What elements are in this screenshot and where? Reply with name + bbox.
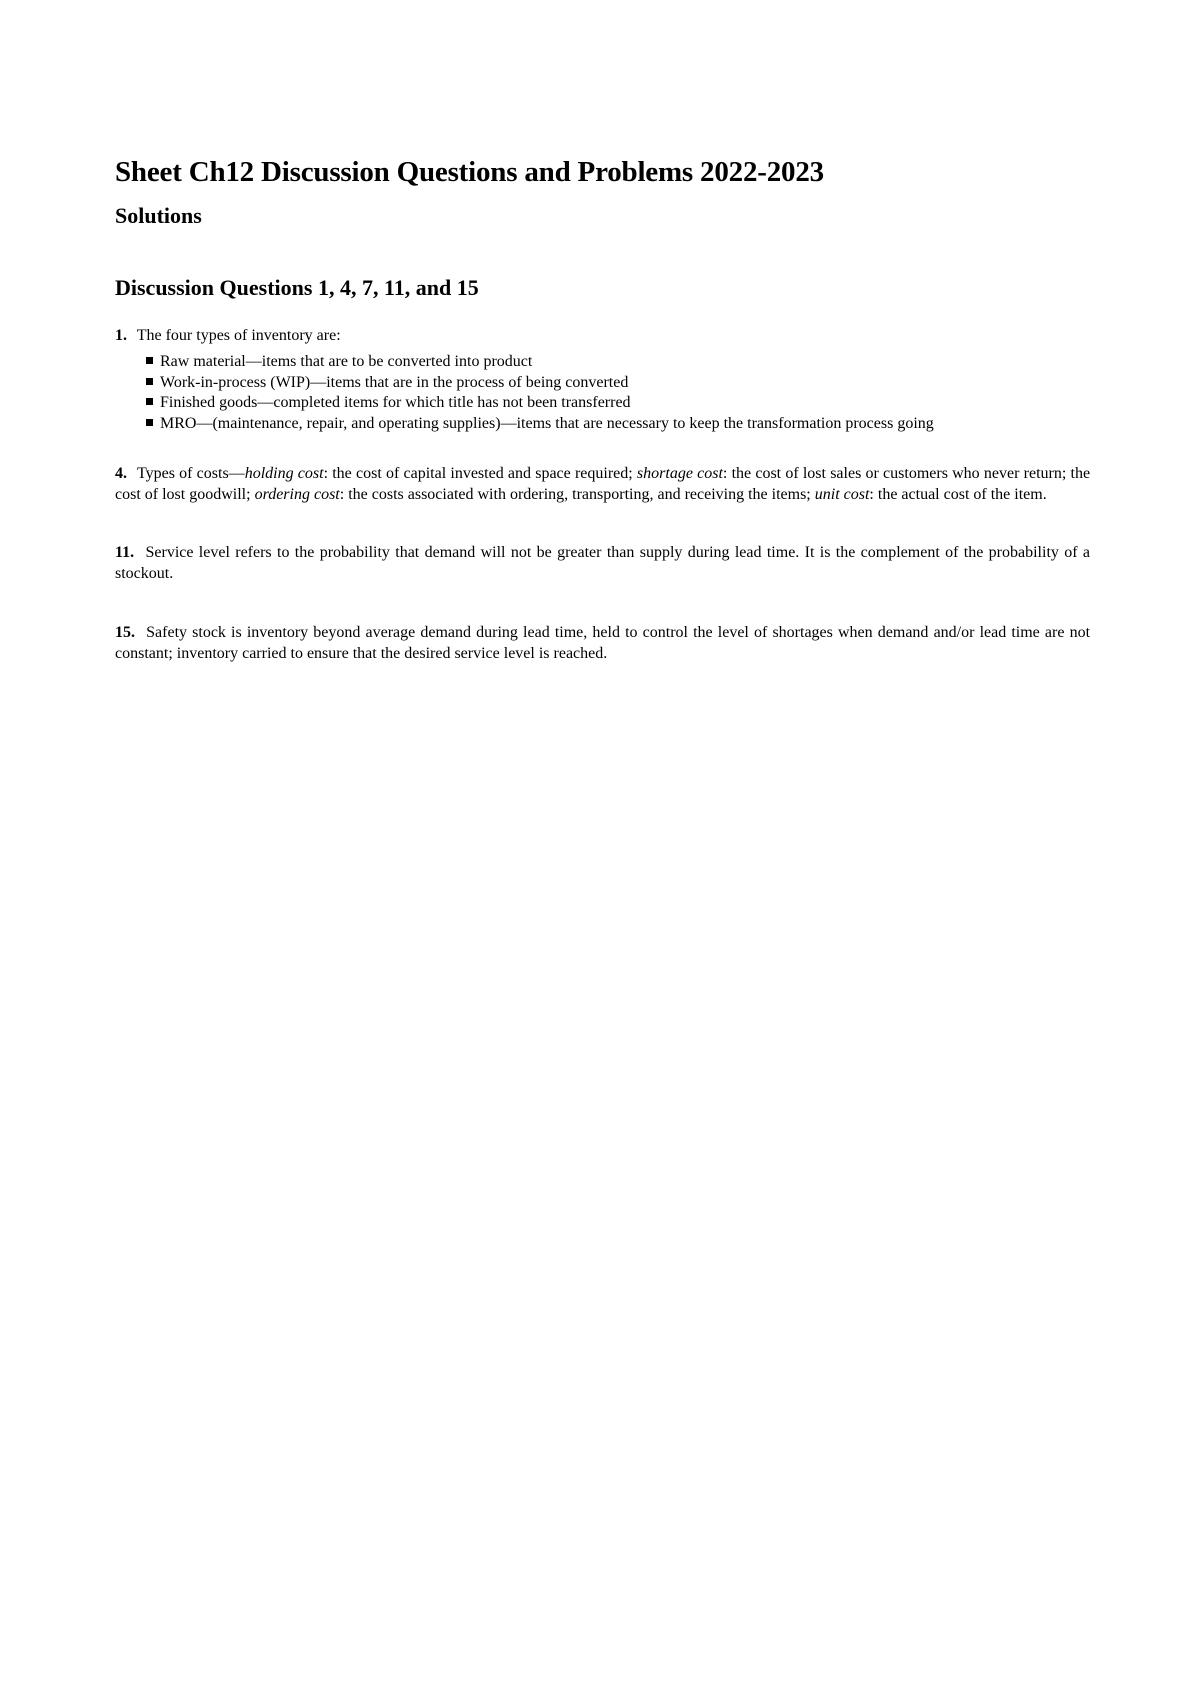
- list-item-text: Finished goods—completed items for which title has not been transferred: [160, 394, 631, 411]
- question-15-answer: [115, 622, 1090, 664]
- list-item-text: Work-in-process (WIP)—items that are in the process of being converted: [160, 373, 629, 391]
- question-number: 15.: [115, 624, 135, 641]
- document-subtitle: Solutions: [115, 203, 202, 228]
- answer-text: Types of costs—: [136, 465, 245, 482]
- list-item: [146, 414, 1090, 435]
- list-item-text: Raw material—items that are to be converted into product: [160, 353, 533, 370]
- question-number: 11.: [115, 544, 135, 561]
- question-15: [115, 622, 1090, 664]
- list-item: [146, 373, 1090, 394]
- list-item-text: MRO—(maintenance, repair, and operating supplies)—items that are necessary to keep the transformation process going: [160, 414, 934, 432]
- term-shortage-cost: shortage cost: [636, 465, 723, 482]
- question-number: 4.: [115, 465, 127, 482]
- document-title: Sheet Ch12 Discussion Questions and Problems 2022-2023: [115, 156, 824, 188]
- answer-text: Service level refers to the probability that demand will not be greater than supply during lead time. It is the complement of the probability of a stockout.: [115, 544, 1091, 582]
- question-1: [115, 325, 1090, 434]
- answer-text: Safety stock is inventory beyond average demand during lead time, held to control the level of shortages when demand and/or lead time are not constant; inventory carried to ensure that the desired service level is reached.: [115, 624, 1091, 662]
- question-number: 1.: [115, 327, 127, 344]
- list-item: [146, 393, 1090, 414]
- bullet-icon: [146, 398, 153, 405]
- answer-text: : the cost of capital invested and space required;: [323, 465, 637, 482]
- term-holding-cost: holding cost: [244, 465, 324, 482]
- question-4-answer: [115, 463, 1090, 505]
- answer-text: : the costs associated with ordering, transporting, and receiving the items;: [339, 486, 815, 503]
- answer-text: : the cost of lost sales or customers who never return; the cost of lost goodwill;: [115, 465, 1091, 503]
- question-11-answer: [115, 542, 1090, 584]
- answer-text: : the actual cost of the item.: [869, 486, 1047, 503]
- term-unit-cost: unit cost: [814, 486, 870, 503]
- question-4: [115, 463, 1090, 505]
- bullet-icon: [146, 419, 153, 426]
- question-1-text: The four types of inventory are:: [136, 327, 341, 344]
- question-11: [115, 542, 1090, 584]
- question-1-intro: [115, 325, 1090, 346]
- term-ordering-cost: ordering cost: [254, 486, 340, 503]
- inventory-types-list: [146, 352, 1090, 434]
- list-item: [146, 352, 1090, 373]
- bullet-icon: [146, 378, 153, 385]
- bullet-icon: [146, 357, 153, 364]
- document-content: [115, 154, 1090, 664]
- section-heading: Discussion Questions 1, 4, 7, 11, and 15: [115, 275, 479, 300]
